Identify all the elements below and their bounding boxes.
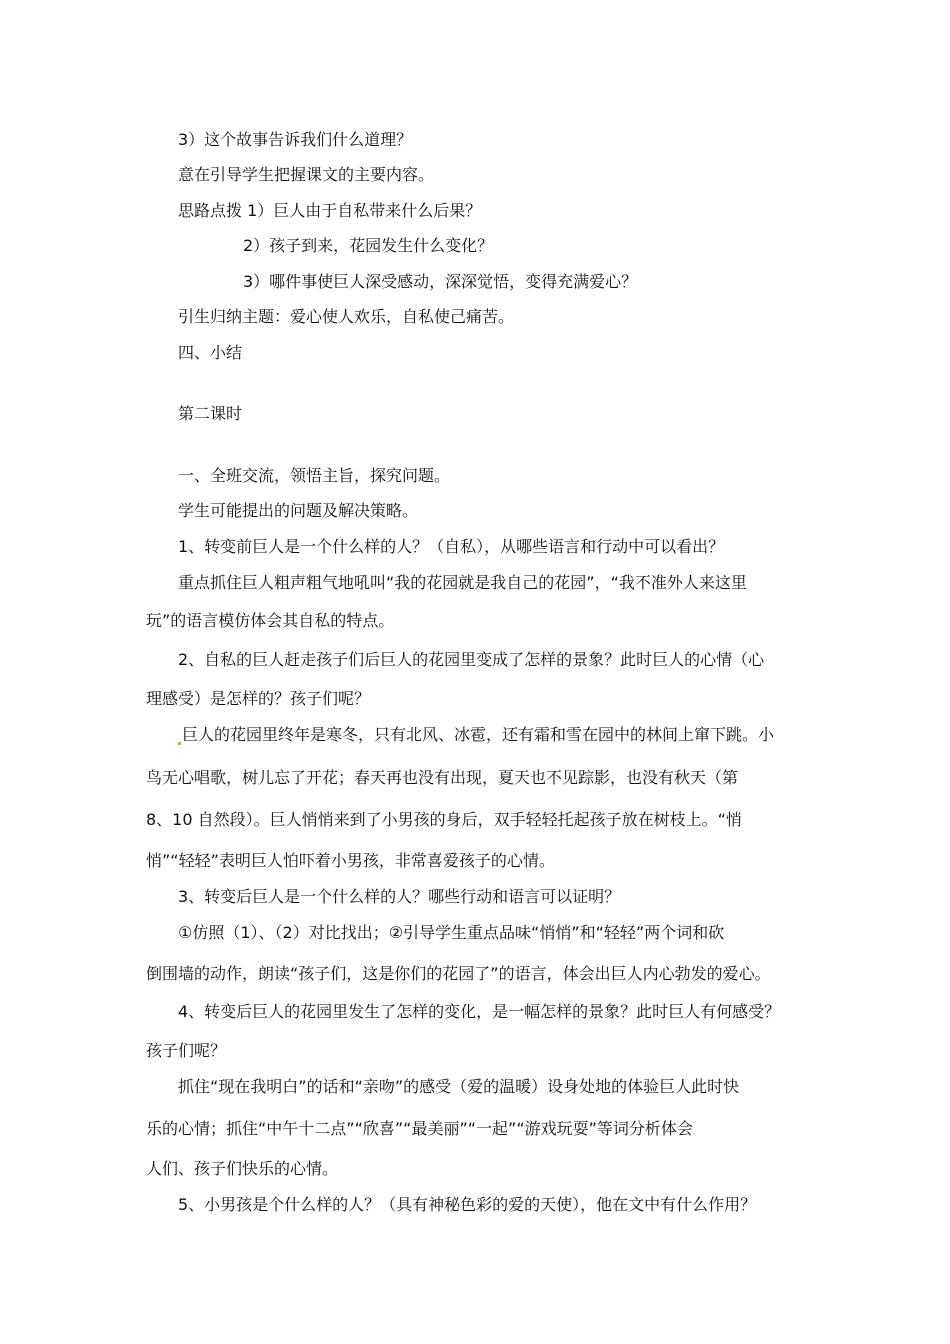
text-line: ①仿照（1）、（2）对比找出；②引导学生重点品味“悄悄”和“轻轻”两个词和砍: [178, 923, 725, 942]
text-line: 引生归纳主题：爱心使人欢乐，自私使己痛苦。: [178, 307, 515, 326]
lesson-heading: 第二课时: [178, 404, 243, 423]
text-line: 2）孩子到来，花园发生什么变化？: [243, 236, 494, 255]
text-line: 思路点拨 1）巨人由于自私带来什么后果？: [178, 201, 482, 220]
section-heading: 四、小结: [178, 343, 243, 362]
text-line: 2、自私的巨人赶走孩子们后巨人的花园里变成了怎样的景象？此时巨人的心情（心: [178, 650, 765, 669]
text-line: 玩”的语言模仿体会其自私的特点。: [146, 611, 395, 630]
text-line: 1、转变前巨人是一个什么样的人？（自私），从哪些语言和行动中可以看出？: [178, 537, 725, 556]
text-line: 理感受）是怎样的？孩子们呢？: [146, 689, 371, 708]
text-line: 3）哪件事使巨人深受感动，深深觉悟，变得充满爱心？: [243, 272, 638, 291]
section-heading: 一、全班交流，领悟主旨，探究问题。: [178, 466, 451, 485]
text-line: 悄”“轻轻”表明巨人怕吓着小男孩，非常喜爱孩子的心情。: [146, 851, 555, 870]
text-line: 重点抓住巨人粗声粗气地吼叫“我的花园就是我自己的花园”，“我不准外人来这里: [178, 573, 747, 592]
text-line: 3、转变后巨人是一个什么样的人？哪些行动和语言可以证明？: [178, 887, 621, 906]
text-line: 学生可能提出的问题及解决策略。: [178, 501, 419, 520]
text-line: 抓住“现在我明白”的话和“亲吻”的感受（爱的温暖）设身处地的体验巨人此时快: [178, 1077, 740, 1096]
text-line: 5、小男孩是个什么样的人？（具有神秘色彩的爱的天使），他在文中有什么作用？: [178, 1195, 757, 1214]
text-line: 8、10 自然段）。巨人悄悄来到了小男孩的身后，双手轻轻托起孩子放在树枝上。“悄: [146, 810, 742, 829]
text-line: [178, 725, 774, 745]
text-line: 意在引导学生把握课文的主要内容。: [178, 165, 435, 184]
text-span: 巨人的花园里终年是寒冬，只有北风、冰雹，还有霜和雪在园中的林间上窜下跳。小: [182, 725, 775, 744]
text-line: 4、转变后巨人的花园里发生了怎样的变化，是一幅怎样的景象？此时巨人有何感受？: [178, 1002, 781, 1021]
text-line: 乐的心情；抓住“中午十二点”“欣喜”“最美丽”“一起”“游戏玩耍”等词分析体会: [146, 1119, 693, 1138]
highlight-mark: [178, 742, 181, 745]
text-line: 倒围墙的动作，朗读“孩子们，这是你们的花园了”的语言，体会出巨人内心勃发的爱心。: [146, 964, 771, 983]
text-line: 3）这个故事告诉我们什么道理？: [178, 130, 413, 149]
text-line: 鸟无心唱歌，树儿忘了开花；春天再也没有出现，夏天也不见踪影，也没有秋天（第: [146, 768, 739, 787]
text-line: 孩子们呢？: [146, 1041, 227, 1060]
text-line: 人们、孩子们快乐的心情。: [146, 1159, 339, 1178]
